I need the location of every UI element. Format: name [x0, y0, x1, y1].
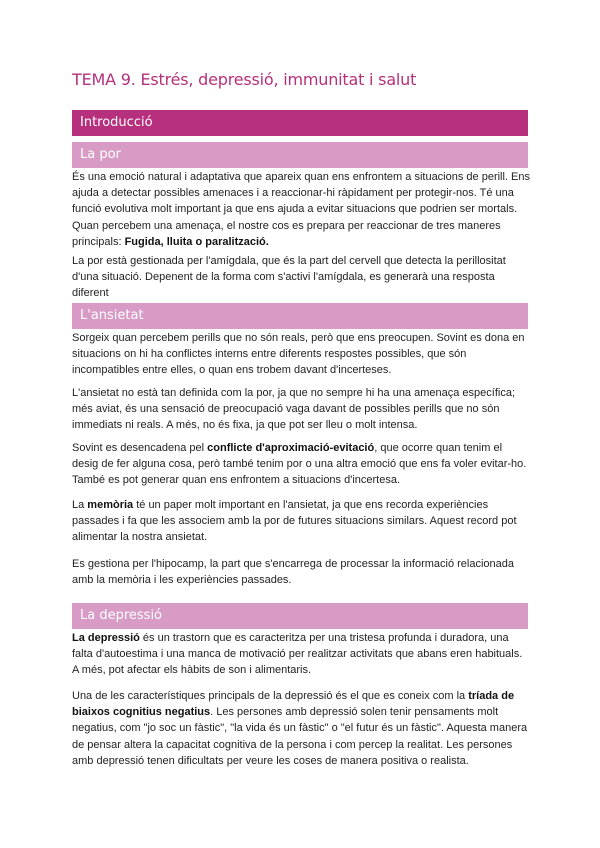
paragraph-text: . Les persones amb depressió solen tenir pensaments molt negatius, com "jo soc un fàstic", "la vida és un fàstic" o "el futur és un fàstic". Aquesta manera de pensar altera la capacitat cognitiva de la persona i com percep la realitat. Les persones amb depressió tenen dificultats per veure les coses de manera positiva o realista. [72, 706, 528, 767]
paragraph-depressio-2 [72, 688, 530, 769]
paragraph-text: Una de les característiques principals de la depressió és el que es coneix com la [72, 690, 469, 702]
document-title: TEMA 9. Estrés, depressió, immunitat i salut [72, 70, 417, 89]
bold-text: tríada de biaixos cognitius negatius [72, 690, 515, 719]
paragraph-text: Sovint es desencadena pel [72, 442, 208, 454]
paragraph-ansietat-1: Sorgeix quan percebem perills que no són reals, però que ens preocupen. Sovint es dona en situacions on hi ha conflictes interns entre diferents respostes possibles, que són incompatibles entre elles, o quan ens trobem davant d'incerteses. [72, 332, 525, 377]
paragraph-text: és un trastorn que es caracteritza per una tristesa profunda i duradora, una falta d'autoestima i una manca de motivació per realitzar activitats que abans eren habituals. A més, pot afectar els hàbits de son i alimentaris. [72, 632, 523, 677]
paragraph-text: La [72, 499, 88, 511]
section-header-ansietat: L'ansietat [72, 303, 528, 329]
paragraph-ansietat-4 [72, 497, 530, 546]
paragraph-ansietat-2: L'ansietat no està tan definida com la por, ja que no sempre hi ha una amenaça específica; més aviat, és una sensació de preocupació vaga davant de possibles perills que no són immediats ni reals. A més, no és fixa, ja que pot ser lleu o molt intensa. [72, 387, 515, 432]
section-header-depressio: La depressió [72, 603, 528, 629]
paragraph-ansietat-5: Es gestiona per l'hipocamp, la part que s'encarrega de processar la informació relacionada amb la memòria i les experiències passades. [72, 558, 515, 587]
bold-text: conflicte d'aproximació-evitació [207, 442, 375, 454]
bold-text: memòria [87, 499, 134, 511]
section-header-introduccio: Introducció [72, 110, 528, 136]
section-header-la-por: La por [72, 142, 528, 168]
paragraph-text: , que ocorre quan tenim el desig de fer alguna cosa, però també tenim por o una altra emoció que ens fa voler evitar-ho. També es pot generar quan ens enfrontem a situacions d'incertesa. [72, 442, 527, 487]
bold-text: Fugida, lluita o paralització. [124, 235, 269, 248]
paragraph-text: té un paper molt important en l'ansietat, ja que ens recorda experiències passades i fa que les associem amb la por de futures situacions similars. Aquest record pot alimentar la nostra ansietat. [72, 499, 517, 544]
paragraph-text: És una emoció natural i adaptativa que apareix quan ens enfrontem a situacions de perill. Ens ajuda a detectar possibles amenaces i a reaccionar-hi ràpidament per protegir-nos. Té una funció evolutiva molt important ja que ens ajuda a evitar situacions que podrien ser mortals. Quan percebem una amenaça, el nostre cos es prepara per reaccionar de tres maneres principals: [72, 171, 531, 248]
paragraph-por-1 [72, 169, 530, 250]
paragraph-por-2: La por està gestionada per l'amígdala, que és la part del cervell que detecta la perillositat d'una situació. Depenent de la forma com s'activi l'amígdala, es generarà una resposta diferent [72, 255, 506, 300]
bold-text: La depressió [72, 632, 140, 644]
paragraph-depressio-1 [72, 630, 530, 679]
paragraph-ansietat-3 [72, 440, 530, 489]
